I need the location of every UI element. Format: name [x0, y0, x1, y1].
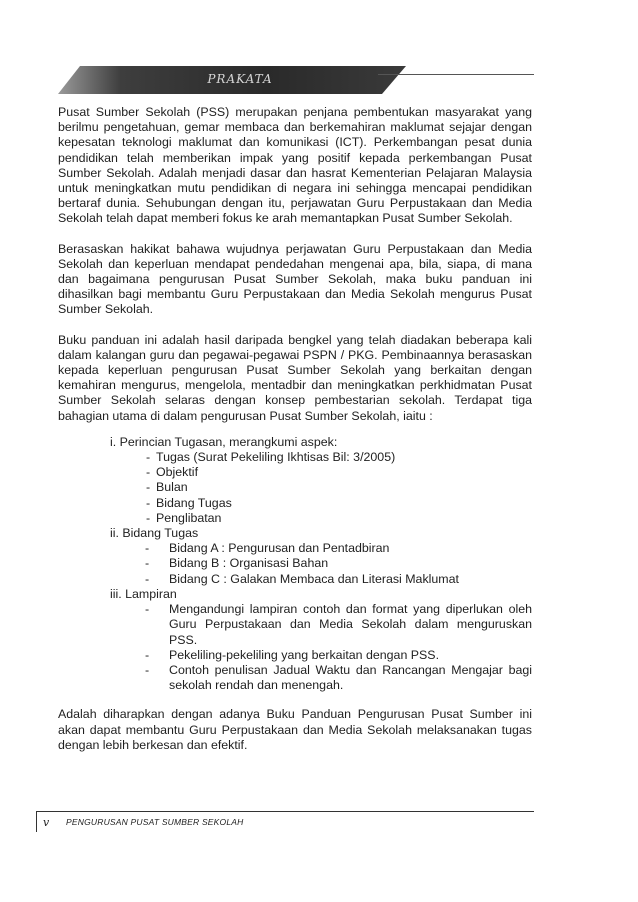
dash-bullet: -	[145, 647, 150, 662]
paragraph-1: Pusat Sumber Sekolah (PSS) merupakan penjana pembentukan masyarakat yang berilmu pengetahuan, gemar membaca dan berkemahiran maklumat sejajar dengan kepesatan teknologi maklumat dan komunikasi (ICT). Perkembangan pesat dunia pendidikan telah memberikan impak yang positif kepada perkembangan Pusat Sumber Sekolah. Adalah menjadi dasar dan hasrat Kementerian Pelajaran Malaysia untuk meningkatkan mutu pendidikan di negara ini sehingga mencapai pendidikan bertaraf dunia. Sehubungan dengan itu, perjawatan Guru Perpustakaan dan Media Sekolah telah dapat memberi fokus ke arah memantapkan Pusat Sumber Sekolah.	[58, 105, 532, 226]
list-item-text: Bidang A : Pengurusan dan Pentadbiran	[169, 541, 390, 556]
list-item-text: Tugas (Surat Pekeliling Ikhtisas Bil: 3/2005)	[156, 450, 396, 465]
section-lampiran	[58, 587, 532, 693]
footer-rule	[36, 811, 534, 812]
footer-title: PENGURUSAN PUSAT SUMBER SEKOLAH	[66, 817, 244, 827]
list-item	[58, 450, 532, 465]
list-item	[58, 602, 532, 648]
dash-bullet: -	[145, 556, 150, 571]
header-banner	[58, 66, 532, 94]
banner-rule	[378, 74, 534, 75]
footer-tick	[36, 811, 37, 832]
list-item	[58, 572, 532, 587]
section-title: iii. Lampiran	[110, 586, 177, 601]
page-number: v	[43, 816, 50, 829]
closing-paragraph: Adalah diharapkan dengan adanya Buku Panduan Pengurusan Pusat Sumber ini akan dapat membantu Guru Perpustakaan dan Media Sekolah melaksanakan tugas dengan lebih berkesan dan efektif.	[58, 707, 532, 752]
dash-bullet: -	[145, 602, 150, 617]
dash-bullet: -	[145, 571, 150, 586]
list-item-text: Bidang C : Galakan Membaca dan Literasi Maklumat	[169, 571, 459, 586]
main-content	[58, 105, 532, 768]
section-bidang-tugas	[58, 526, 532, 587]
list-item	[58, 663, 532, 693]
dash-bullet: -	[146, 510, 151, 525]
dash-bullet: -	[146, 465, 151, 480]
dash-bullet: -	[146, 480, 151, 495]
list-item	[58, 465, 532, 480]
list-item-text: Mengandungi lampiran contoh dan format yang diperlukan oleh Guru Perpustakaan dan Media Sekolah dalam menguruskan PSS.	[169, 602, 532, 647]
list-item	[58, 556, 532, 571]
paragraph-2: Berasaskan hakikat bahawa wujudnya perjawatan Guru Perpustakaan dan Media Sekolah dan keperluan mendapat pendedahan mengenai apa, bila, siapa, di mana dan bagaimana pengurusan Pusat Sumber Sekolah, maka buku panduan ini dihasilkan bagi membantu Guru Perpustakaan dan Media Sekolah mengurus Pusat Sumber Sekolah.	[58, 241, 532, 317]
list-item	[58, 648, 532, 663]
page-title: PRAKATA	[207, 72, 273, 86]
page-footer	[36, 811, 534, 833]
dash-bullet: -	[145, 662, 150, 677]
list-item-text: Objektif	[156, 465, 199, 480]
list-item-text: Bidang B : Organisasi Bahan	[169, 556, 329, 571]
section-perincian-tugasan	[58, 435, 532, 526]
list-item	[58, 541, 532, 556]
section-list	[58, 435, 532, 693]
section-title: i. Perincian Tugasan, merangkumi aspek:	[110, 434, 338, 449]
section-title: ii. Bidang Tugas	[110, 526, 199, 541]
list-item	[58, 480, 532, 495]
list-item	[58, 496, 532, 511]
list-item-text: Contoh penulisan Jadual Waktu dan Rancangan Mengajar bagi sekolah rendah dan menengah.	[169, 662, 532, 693]
paragraph-3: Buku panduan ini adalah hasil daripada bengkel yang telah diadakan beberapa kali dalam kalangan guru dan pegawai-pegawai PSPN / PKG. Pembinaannya berasaskan kepada keperluan pengurusan Pusat Sumber Sekolah yang berkaitan dengan kemahiran mengurus, mengelola, mentadbir dan meningkatkan perkhidmatan Pusat Sumber Sekolah selaras dengan konsep pembestarian sekolah. Terdapat tiga bahagian utama di dalam pengurusan Pusat Sumber Sekolah, iaitu :	[58, 332, 532, 423]
list-item	[58, 511, 532, 526]
list-item-text: Pekeliling-pekeliling yang berkaitan dengan PSS.	[169, 647, 440, 662]
dash-bullet: -	[146, 495, 151, 510]
list-item-text: Bulan	[156, 480, 188, 495]
list-item-text: Bidang Tugas	[156, 495, 232, 510]
dash-bullet: -	[146, 450, 151, 465]
dash-bullet: -	[145, 541, 150, 556]
list-item-text: Penglibatan	[156, 510, 222, 525]
